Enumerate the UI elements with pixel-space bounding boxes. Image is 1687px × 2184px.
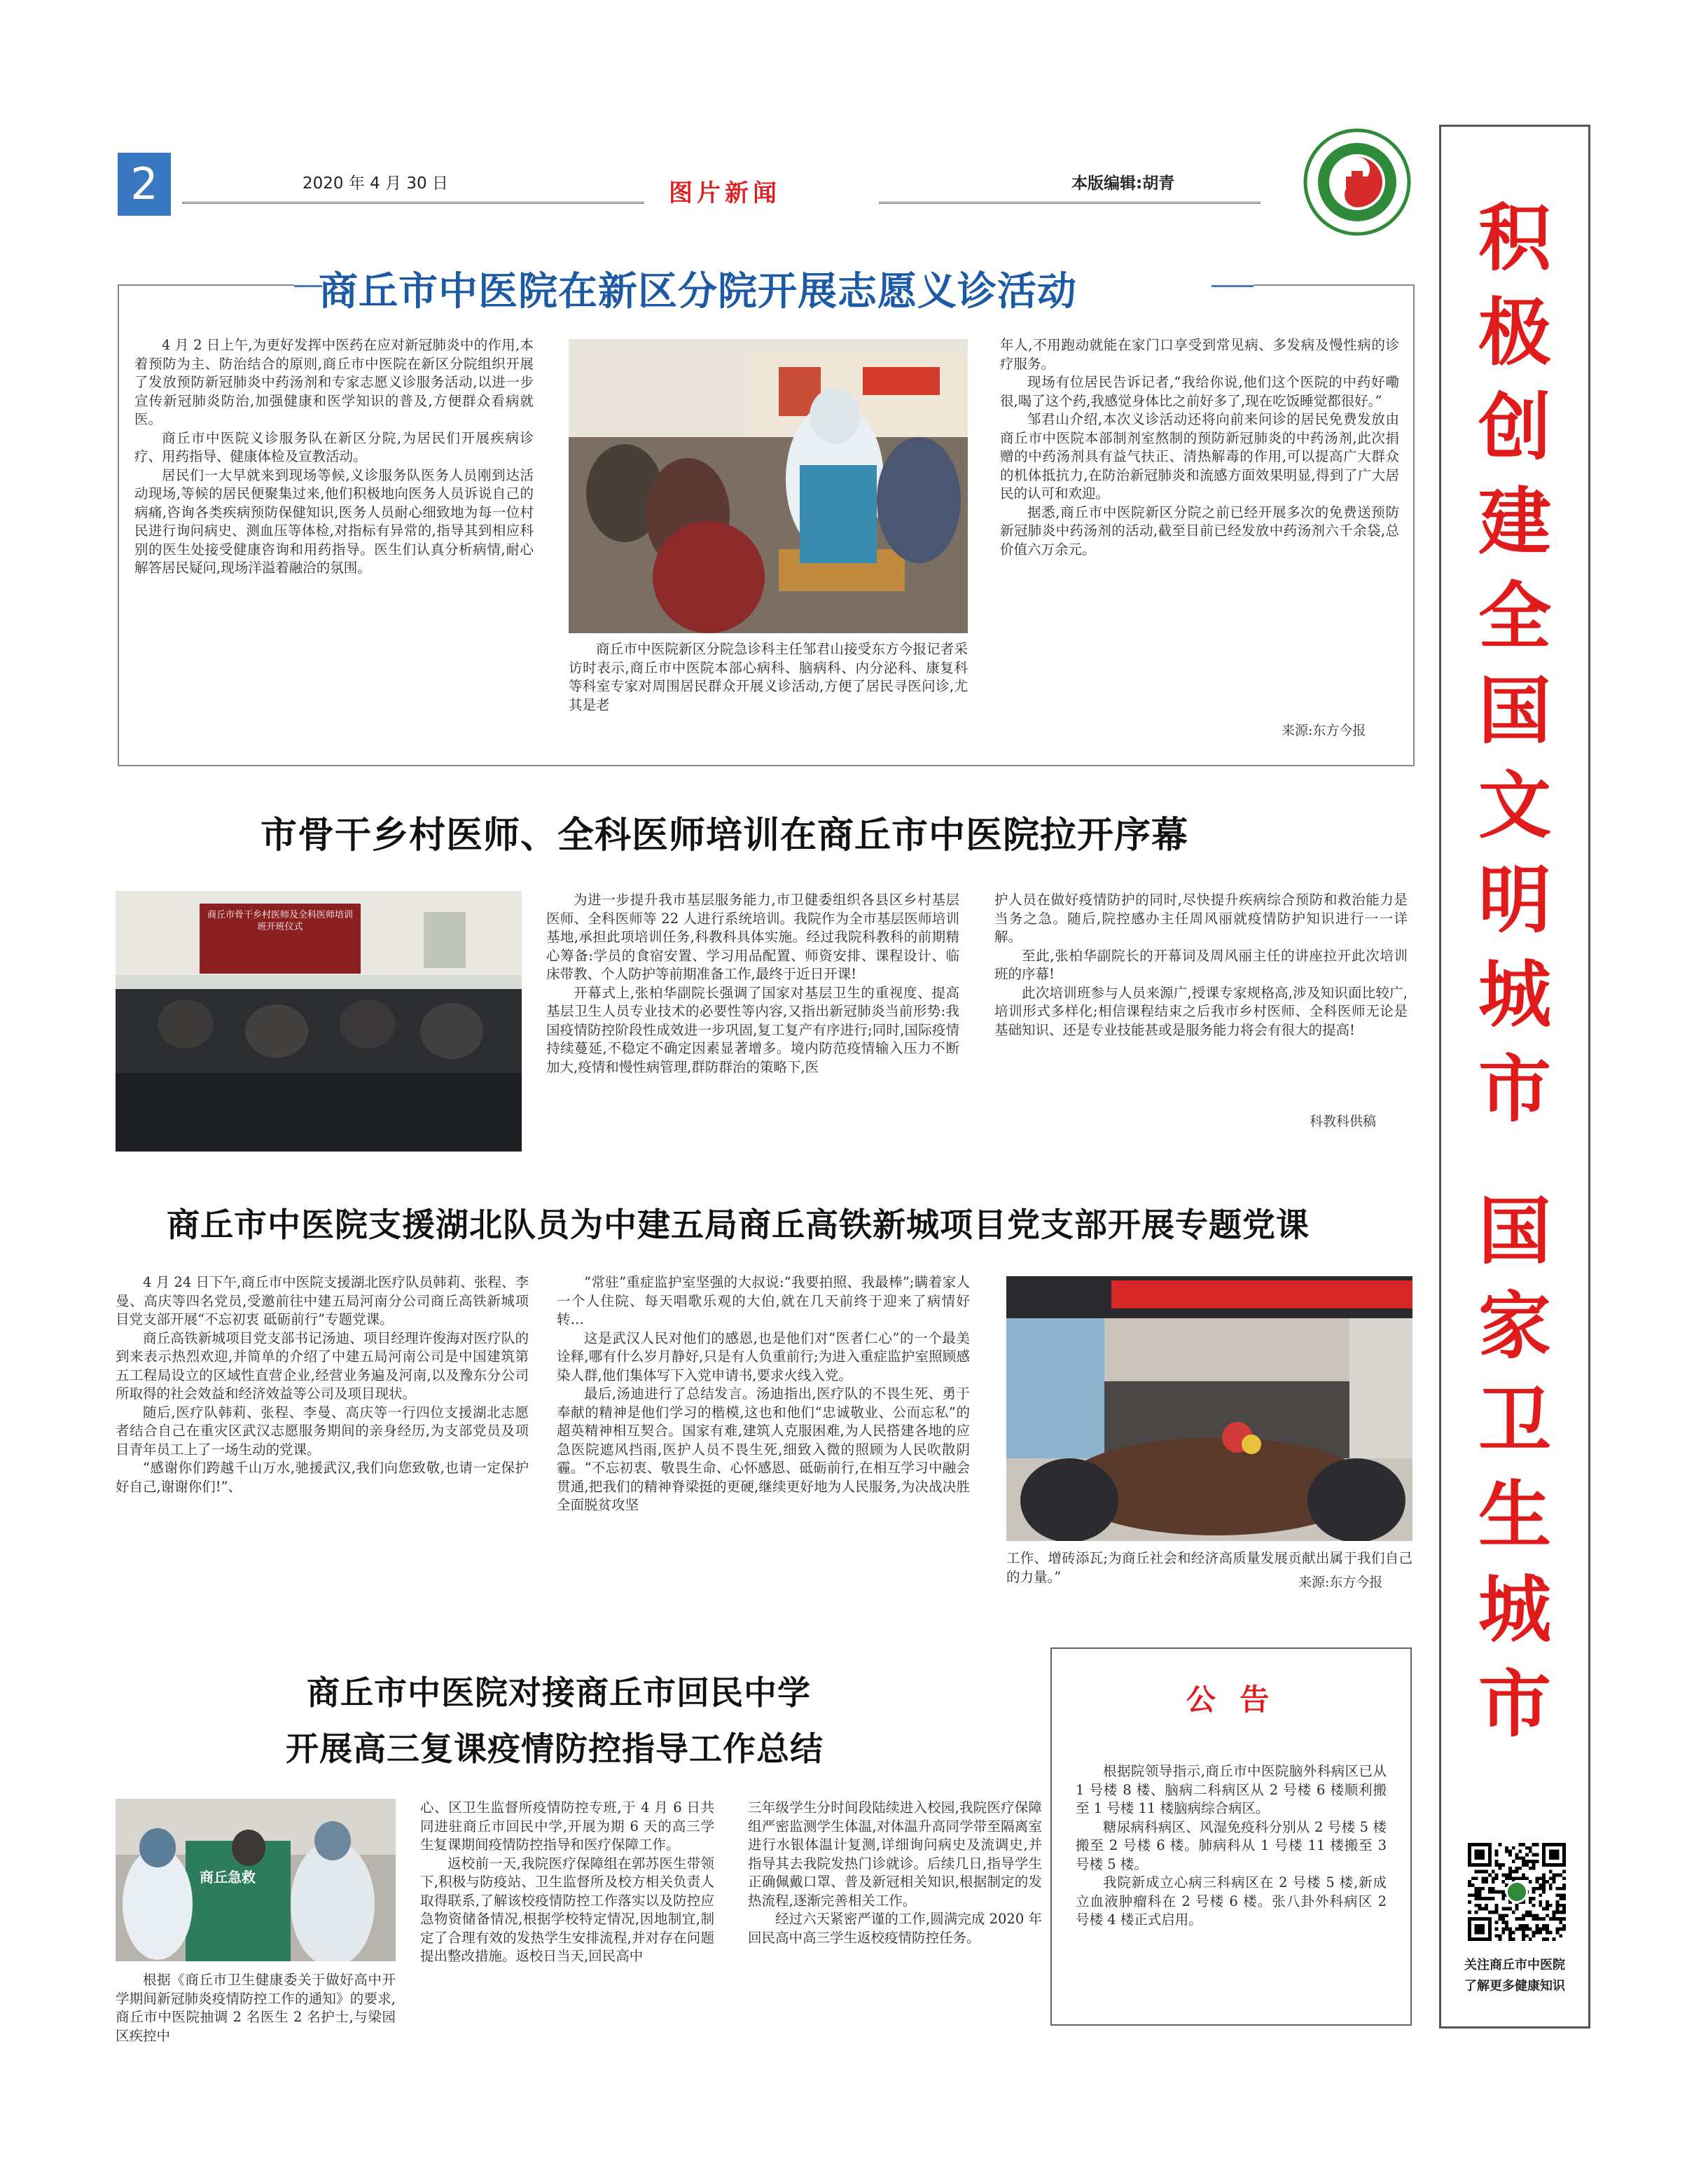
slogan-char: 明 (1478, 857, 1551, 943)
article3-source: 来源:东方今报 (1298, 1575, 1383, 1590)
paragraph: 开幕式上,张柏华副院长强调了国家对基层卫生的重视度、提高基层卫生人员专业技术的必要性等内容,又指出新冠肺炎当前形势:我国疫情防控阶段性成效进一步巩固,复工复产有序进行;同时,国际疫情持续蔓延,不稳定不确定因素显著增多。境内防范疫情输入压力不断加大,疫情和慢性病管理,群防群治的策略下,医 (546, 984, 959, 1075)
notice-box (1050, 1647, 1412, 2026)
paragraph: 这是武汉人民对他们的感恩,也是他们对“医者仁心”的一个最美诠释,哪有什么岁月静好,只是有人负重前行;为进入重症监护室照顾感染人群,他们集体写下入党申请书,要求火线入党。 (557, 1329, 970, 1383)
article2-col2 (994, 891, 1408, 1039)
article1-source: 来源:东方今报 (1282, 723, 1366, 738)
slogan-char: 文 (1478, 762, 1551, 848)
article3-col2 (557, 1273, 970, 1515)
slogan-char: 建 (1478, 478, 1551, 565)
article1-col1 (134, 336, 534, 578)
article4-photo (116, 1799, 396, 1961)
article3-col1 (116, 1273, 529, 1496)
article1-col2 (569, 640, 968, 714)
article3-photo (1006, 1276, 1412, 1541)
paragraph: 经过六天紧密严谨的工作,圆满完成 2020 年回民高中高三学生返校疫情防控任务。 (748, 1911, 1042, 1946)
paragraph: 商丘市中医院义诊服务队在新区分院,为居民们开展疾病诊疗、用药指导、健康体检及宣教活动。 (134, 429, 534, 464)
slogan-char: 极 (1478, 289, 1551, 375)
qr-caption-line1: 关注商丘市中医院 (1464, 1958, 1565, 1972)
paragraph: 商丘市中医院新区分院急诊科主任邹君山接受东方今报记者采访时表示,商丘市中医院本部心病科、脑病科、内分泌科、康复科等科室专家对周围居民群众开展义诊活动,方便了居民寻医问诊,尤其是老 (569, 641, 968, 713)
paragraph: 邹君山介绍,本次义诊活动还将向前来问诊的居民免费发放由商丘市中医院本部制剂室熬制的预防新冠肺炎的中药汤剂,此次捐赠的中药汤剂具有益气扶正、清热解毒的作用,可以提高广大群众的机体抵抗力,在防治新冠肺炎和流感方面效果明显,得到了广大居民的认可和欢迎。 (1000, 411, 1399, 502)
header-rule-right (879, 202, 1261, 204)
header-date: 2020 年 4 月 30 日 (303, 174, 448, 193)
slogan-char: 国 (1478, 1188, 1551, 1274)
article4-photo-label: 商丘急救 (200, 1869, 256, 1886)
notice-paragraph: 根据院领导指示,商丘市中医院脑外科病区已从 1 号楼 8 楼、脑病二科病区从 2 号楼 6 楼顺利搬至 1 号楼 11 楼脑病综合病区。 (1076, 1763, 1387, 1816)
paragraph: 最后,汤迪进行了总结发言。汤迪指出,医疗队的不畏生死、勇于奉献的精神是他们学习的楷模,这也和他们“忠诚敬业、公而忘私”的超英精神相互契合。国家有难,建筑人克服困难,为人民搭建各地的应急医院遮风挡雨,医护人员不畏生死,细致入微的照顾为人民吹散阴霾。“不忘初衷、敬畏生命、心怀感恩、砥砺前行,在相互学习中融会贯通,把我们的精神脊梁挺的更硬,继续更好地为人民服务,为决战决胜全面脱贫攻坚 (557, 1385, 970, 1513)
article4-col2 (420, 1799, 714, 1966)
paragraph: 4 月 24 日下午,商丘市中医院支援湖北医疗队员韩莉、张程、李曼、高庆等四名党员,受邀前往中建五局河南分公司商丘高铁新城项目党支部开展“不忘初衷 砥砺前行”专题党课。 (116, 1274, 529, 1327)
paragraph: 返校前一天,我院医疗保障组在郭苏医生带领下,积极与防疫站、卫生监督所及校方相关负责人取得联系,了解该校疫情防控工作落实以及防控应急物资储备情况,根据学校特定情况,因地制宜,制定了合理有效的发热学生安排流程,并对存在问题提出整改措施。返校日当天,回民高中 (420, 1855, 714, 1964)
paragraph: 此次培训班参与人员来源广,授课专家规格高,涉及知识面比较广,培训形式多样化;相信课程结束之后我市乡村医师、全科医师无论是基础知识、还是专业技能甚或是服务能力将会有很大的提高! (994, 984, 1408, 1038)
slogan-char: 积 (1478, 195, 1551, 281)
article1-photo (569, 339, 968, 633)
hospital-logo (1301, 126, 1413, 238)
page-number-badge: 2 (118, 153, 171, 216)
paragraph: 商丘高铁新城项目党支部书记汤迪、项目经理许俊海对医疗队的到来表示热烈欢迎,并简单的介绍了中建五局河南公司是中国建筑第五工程局设立的区域性直营企业,经营业务遍及河南,以及豫东分公司所取得的社会效益和经济效益等公司及项目现状。 (116, 1329, 529, 1402)
paragraph: 心、区卫生监督所疫情防控专班,于 4 月 6 日共同进驻商丘市回民中学,开展为期 6 天的高三学生复课期间疫情防控指导和医疗保障工作。 (420, 1799, 714, 1853)
article1-col3 (1000, 336, 1399, 559)
slogan-char: 卫 (1478, 1377, 1551, 1463)
article4-col3 (748, 1799, 1042, 1947)
article4-title-line2: 开展高三复课疫情防控指导工作总结 (286, 1730, 824, 1769)
paragraph: “常驻”重症监护室坚强的大叔说:“我要拍照、我最棒”;瞒着家人一个人住院、每天唱歌乐观的大伯,就在几天前终于迎来了病情好转… (557, 1274, 970, 1327)
article3-title: 商丘市中医院支援湖北队员为中建五局商丘高铁新城项目党支部开展专题党课 (167, 1206, 1310, 1245)
paragraph: 工作、增砖添瓦;为商丘社会和经济高质量发展贡献出属于我们自己的力量。” (1006, 1550, 1412, 1585)
slogan-char: 创 (1478, 384, 1551, 470)
header-section: 图片新闻 (669, 179, 781, 207)
slogan-char: 城 (1478, 1566, 1551, 1652)
paragraph: 为进一步提升我市基层服务能力,市卫健委组织各县区乡村基层医师、全科医师等 22 人进行系统培训。我院作为全市基层医师培训基地,承担此项培训任务,科教科具体实施。经过我院科教科的前期精心筹备:学员的食宿安置、学习用品配置、师资安排、课程设计、临床带教、个人防护等前期准备工作,最终于近日开课! (546, 892, 959, 982)
header-editor: 本版编辑:胡青 (1071, 174, 1175, 193)
article1-title-rule-left (294, 285, 322, 287)
article2-col1 (546, 891, 959, 1077)
article1-title: 商丘市中医院在新区分院开展志愿义诊活动 (319, 269, 1077, 315)
slogan-char: 城 (1478, 951, 1551, 1037)
paragraph: 三年级学生分时间段陆续进入校园,我院医疗保障组严密监测学生体温,对体温升高同学带至隔离室进行水银体温计复测,详细询问病史及流调史,并指导其去我院发热门诊就诊。后续几日,指导学生正确佩戴口罩、普及新冠相关知识,根据制定的发热流程,逐渐完善相关工作。 (748, 1799, 1042, 1909)
qr-code[interactable] (1468, 1843, 1566, 1941)
paragraph: 护人员在做好疫情防护的同时,尽快提升疾病综合预防和救治能力是当务之急。随后,院控感办主任周风丽就疫情防护知识进行一一详解。 (994, 892, 1408, 945)
slogan-char: 生 (1478, 1472, 1551, 1558)
slogan-column (1439, 125, 1590, 2029)
slogan-char: 市 (1478, 1046, 1551, 1132)
notice-paragraph: 糖尿病科病区、风湿免疫科分别从 2 号楼 5 楼搬至 2 号楼 6 楼。肺病科从 1 号楼 11 楼搬至 3 号楼 5 楼。 (1076, 1818, 1387, 1872)
article2-photo-banner: 商丘市骨干乡村医师及全科医师培训班开班仪式 (207, 910, 353, 932)
article2-source: 科教科供稿 (1310, 1114, 1377, 1129)
qr-caption-line2: 了解更多健康知识 (1464, 1979, 1565, 1993)
article1-title-rule-right (1212, 285, 1254, 287)
slogan-char: 国 (1478, 668, 1551, 754)
article2-photo (116, 891, 522, 1152)
notice-title: 公 告 (1186, 1682, 1277, 1717)
slogan-char: 家 (1478, 1283, 1551, 1369)
paragraph: 据悉,商丘市中医院新区分院之前已经开展多次的免费送预防新冠肺炎中药汤剂的活动,截至目前已经发放中药汤剂六千余袋,总价值六万余元。 (1000, 504, 1399, 558)
article4-col1 (116, 1971, 396, 2045)
slogan-char: 全 (1478, 573, 1551, 659)
article4-title-line1: 商丘市中医院对接商丘市回民中学 (307, 1674, 811, 1713)
paragraph: 至此,张柏华副院长的开幕词及周风丽主任的讲座拉开此次培训班的序幕! (994, 947, 1408, 982)
paragraph: 现场有位居民告诉记者,“我给你说,他们这个医院的中药好嘞很,喝了这个药,我感觉身体比之前好多了,现在吃饭睡觉都很好。” (1000, 374, 1399, 409)
paragraph: 居民们一大早就来到现场等候,义诊服务队医务人员刚到达活动现场,等候的居民便聚集过来,他们积极地向医务人员诉说自己的病痛,咨询各类疾病预防保健知识,医务人员耐心细致地为每一位村民进行询问病史、测血压等体检,对指标有异常的,指导其到相应科别的医生处接受健康咨询和用药指导。医生们认真分析病情,耐心解答居民疑问,现场洋溢着融洽的氛围。 (134, 466, 534, 576)
paragraph: “感谢你们跨越千山万水,驰援武汉,我们向您致敬,也请一定保护好自己,谢谢你们!”、 (116, 1460, 529, 1495)
article2-title: 市骨干乡村医师、全科医师培训在商丘市中医院拉开序幕 (261, 815, 1189, 857)
paragraph: 4 月 2 日上午,为更好发挥中医药在应对新冠肺炎中的作用,本着预防为主、防治结合的原则,商丘市中医院在新区分院组织开展了发放预防新冠肺炎中药汤剂和专家志愿义诊服务活动,以进一步宣传新冠肺炎防治,加强健康和医学知识的普及,方便群众看病就医。 (134, 337, 534, 427)
slogan-char: 市 (1478, 1661, 1551, 1747)
paragraph: 随后,医疗队韩莉、张程、李曼、高庆等一行四位支援湖北志愿者结合自己在重灾区武汉志愿服务期间的亲身经历,为支部党员及项目青年员工上了一场生动的党课。 (116, 1404, 529, 1458)
header-rule-left (182, 202, 644, 204)
paragraph: 年人,不用跑动就能在家门口享受到常见病、多发病及慢性病的诊疗服务。 (1000, 337, 1399, 372)
paragraph: 根据《商丘市卫生健康委关于做好高中开学期间新冠肺炎疫情防控工作的通知》的要求,商丘市中医院抽调 2 名医生 2 名护士,与梁园区疾控中 (116, 1972, 396, 2044)
notice-paragraph: 我院新成立心病三科病区在 2 号楼 5 楼,新成立血液肿瘤科在 2 号楼 6 楼。张八卦外科病区 2 号楼 4 楼正式启用。 (1076, 1874, 1387, 1928)
